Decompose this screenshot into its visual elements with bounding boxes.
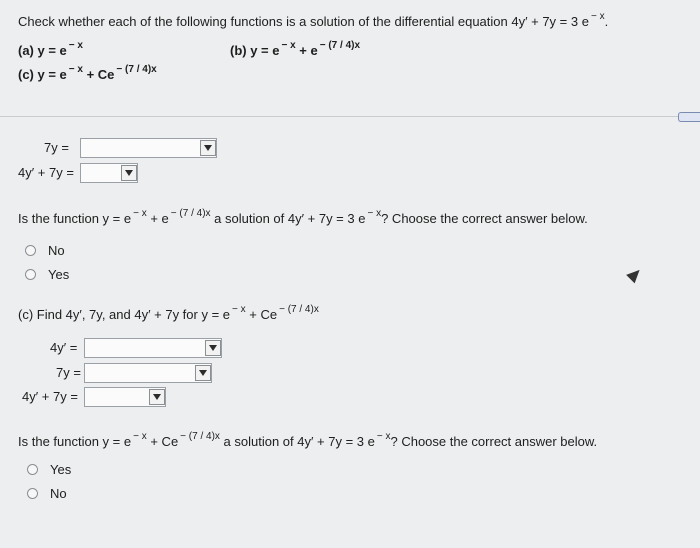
part-c-heading: (c) Find 4y′, 7y, and 4y′ + 7y for y = e $^{- x}$ + Ce $^{- (7 / 4)x}$ xyxy=(18,304,319,322)
expand-button[interactable] xyxy=(678,112,700,122)
part-b-check-question: Is the function y = e $^{- x}$ + e $^{- (7 / 4)x}$ a solution of 4y′ + 7y = 3 e $^{- x}$? Choose the correct answer below. xyxy=(18,208,588,226)
input-4y7y-c[interactable] xyxy=(84,387,166,407)
dropdown-4y7y-c[interactable] xyxy=(149,389,165,405)
dropdown-7y-b[interactable] xyxy=(200,140,216,156)
label-4y7y-b: 4y′ + 7y = xyxy=(18,165,74,180)
question-prompt: Check whether each of the following functions is a solution of the differential equation 4y′ + 7y = 3 e $^{- x}$. xyxy=(18,11,609,29)
input-7y-b[interactable] xyxy=(80,138,217,158)
option-yes-b[interactable]: Yes xyxy=(48,267,70,282)
mouse-cursor-icon xyxy=(626,266,644,284)
input-4yp-c[interactable] xyxy=(84,338,222,358)
part-c-check-question: Is the function y = e $^{- x}$ + Ce $^{- (7 / 4)x}$ a solution of 4y′ + 7y = 3 e $^{- x}$? Choose the correct answer below. xyxy=(18,431,598,449)
label-7y-c: 7y = xyxy=(56,365,81,380)
section-divider xyxy=(0,116,700,117)
part-c-function: (c) y = e $^{- x}$ + Ce $^{- (7 / 4)x}$ xyxy=(18,64,157,82)
part-b-function: (b) y = e $^{- x}$ + e $^{- (7 / 4)x}$ xyxy=(230,40,361,58)
option-no-c[interactable]: No xyxy=(50,486,67,501)
part-a-function: (a) y = e $^{- x}$ xyxy=(18,40,83,58)
radio-yes-b[interactable] xyxy=(25,269,36,280)
input-4y7y-b[interactable] xyxy=(80,163,138,183)
radio-yes-c[interactable] xyxy=(27,464,38,475)
question-prompt-text: Check whether each of the following functions is a solution of the differential equation 4y′ + 7y = 3 e xyxy=(18,14,589,29)
question-prompt-exponent: − x xyxy=(590,11,605,22)
label-7y-b: 7y = xyxy=(44,140,69,155)
dropdown-7y-c[interactable] xyxy=(195,365,211,381)
option-yes-c[interactable]: Yes xyxy=(50,462,72,477)
radio-no-c[interactable] xyxy=(27,488,38,499)
radio-no-b[interactable] xyxy=(25,245,36,256)
label-4y7y-c: 4y′ + 7y = xyxy=(22,389,78,404)
dropdown-4y7y-b[interactable] xyxy=(121,165,137,181)
input-7y-c[interactable] xyxy=(84,363,212,383)
option-no-b[interactable]: No xyxy=(48,243,65,258)
dropdown-4yp-c[interactable] xyxy=(205,340,221,356)
label-4yp-c: 4y′ = xyxy=(50,340,78,355)
